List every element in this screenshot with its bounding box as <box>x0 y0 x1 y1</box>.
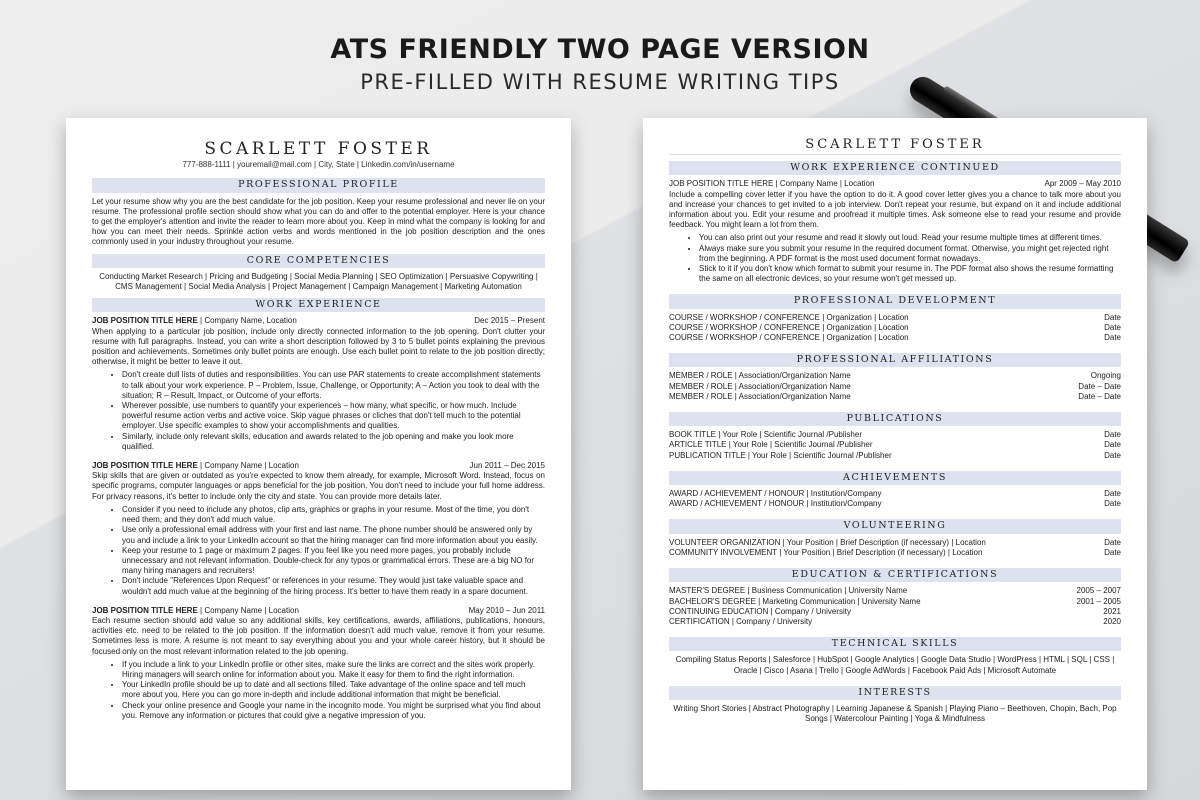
job-bullets <box>122 370 545 452</box>
job-header <box>92 316 545 326</box>
list-item <box>669 451 1121 461</box>
list-item: • Always make sure you submit your resume in the required document format. Otherwise, you might get rejected right from the beginning. A PDF format is the most used document format nowadays. <box>699 244 1121 264</box>
list-item <box>669 371 1121 381</box>
entry-date: 2005 – 2007 <box>1076 586 1121 596</box>
list-item: • If you include a link to your LinkedIn profile or other sites, make sure the links are correct and the sites work properly. Hiring managers will search online for information about you. Make it easy for them to find the right information. <box>122 660 545 680</box>
list-item: • Check your online presence and Google your name in the incognito mode. You might be surprised what you find about you. Remove any information or pictures that could give a negative impression of you. <box>122 701 545 721</box>
entry-text: MEMBER / ROLE | Association/Organization Name <box>669 371 851 381</box>
skills-line: Compiling Status Reports | Salesforce | HubSpot | Google Analytics | Google Data Studio | WordPress | HTML | SQL | CSS | <box>675 655 1115 665</box>
entry-date: Date <box>1104 333 1121 343</box>
job-bullets <box>122 505 545 597</box>
list-item: • Keep your resume to 1 page or maximum 2 pages. If you feel like you need more pages, you probably include unnecessary and not relevant information. Double-check for any typos or grammatical errors. These are a big NO for many hiring managers and recruiters! <box>122 546 545 577</box>
list-item <box>669 382 1121 392</box>
entry-text: CERTIFICATION | Company / University <box>669 616 813 626</box>
job-entry <box>92 461 545 597</box>
job-title: JOB POSITION TITLE HERE <box>92 316 198 326</box>
job-dates: Apr 2009 – May 2010 <box>1044 179 1121 189</box>
list-item <box>669 499 1121 509</box>
publications-list <box>669 430 1121 461</box>
job-title-line <box>669 179 874 189</box>
entry-text: BACHELOR'S DEGREE | Marketing Communication | University Name <box>669 596 921 606</box>
entry-text: MEMBER / ROLE | Association/Organization Name <box>669 391 851 401</box>
resume-page-2 <box>643 118 1147 790</box>
entry-date: Date <box>1104 489 1121 499</box>
job-title: JOB POSITION TITLE HERE <box>92 461 198 471</box>
entry-date: Date <box>1104 430 1121 440</box>
section-heading-volunteering: VOLUNTEERING <box>669 519 1121 533</box>
job-company: | Company Name | Location <box>197 605 299 615</box>
section-heading-publications: PUBLICATIONS <box>669 412 1121 426</box>
achievements-list <box>669 489 1121 509</box>
list-item <box>669 323 1121 333</box>
entry-text: MASTER'S DEGREE | Business Communication | University Name <box>669 586 908 596</box>
job-company: | Company Name | Location <box>773 179 875 189</box>
entry-text: BOOK TITLE | Your Role | Scientific Journal /Publisher <box>669 430 862 440</box>
development-list <box>669 313 1121 344</box>
entry-text: MEMBER / ROLE | Association/Organization Name <box>669 381 851 391</box>
list-item <box>669 489 1121 499</box>
entry-date: Date <box>1104 450 1121 460</box>
job-bullets <box>122 660 545 721</box>
list-item <box>669 440 1121 450</box>
list-item <box>669 597 1121 607</box>
job-dates: Dec 2015 – Present <box>474 316 545 326</box>
job-description: When applying to a particular job position, include only directly connected information to the job opening. Don't clutter your resume with full paragraphs. Instead, you can write a short description followed by 3 to 5 bullet points explaining the previous position and achievements. Sometimes only bullet points are enough. Use each bullet point to relate to the job position directly; otherwise, it might be better to leave it out. <box>92 326 545 367</box>
resume-page-1 <box>66 118 571 790</box>
section-heading-education: EDUCATION & CERTIFICATIONS <box>669 568 1121 582</box>
profile-text: Let your resume show why you are the best candidate for the job position. Keep your resume professional and never lie on your resume. The professional profile section should show what you can do and offer to the potential employer. Here is your chance to get the employer's attention and invite the reader to learn more about you. Keep in mind what the company is looking for and how you can meet their needs. Sprinkle action verbs and words mentioned in the job position description and the ones commonly used in your industry throughout your resume. <box>92 196 545 247</box>
section-heading-technical-skills: TECHNICAL SKILLS <box>669 637 1121 651</box>
list-item: • Consider if you need to include any photos, clip arts, graphics or graphs in your resume. Most of the time, you don't need them, and they don't add much value. <box>122 505 545 525</box>
entry-text: COURSE / WORKSHOP / CONFERENCE | Organization | Location <box>669 333 909 343</box>
list-item <box>669 617 1121 627</box>
competencies-line: CMS Management | Social Media Analysis | Project Management | Campaign Management | Marketing Automation <box>115 282 522 292</box>
entry-date: 2021 <box>1103 606 1121 616</box>
list-item <box>669 538 1121 548</box>
entry-text: COMMUNITY INVOLVEMENT | Your Position | Brief Description (if necessary) | Location <box>669 547 983 557</box>
section-heading-interests: INTERESTS <box>669 686 1121 700</box>
job-header <box>92 606 545 616</box>
entry-text: CONTINUING EDUCATION | Company / University <box>669 606 851 616</box>
education-list <box>669 586 1121 627</box>
list-item: • Similarly, include only relevant skills, education and awards related to the job opening and make you look more qualified. <box>122 432 545 452</box>
list-item <box>669 333 1121 343</box>
list-item: • You can also print out your resume and read it slowly out loud. Read your resume multiple times at different times. <box>699 233 1121 243</box>
job-dates: Jun 2011 – Dec 2015 <box>469 461 545 471</box>
entry-text: ARTICLE TITLE | Your Role | Scientific Journal /Publisher <box>669 440 873 450</box>
entry-text: VOLUNTEER ORGANIZATION | Your Position | Brief Description (if necessary) | Location <box>669 537 986 547</box>
entry-text: AWARD / ACHIEVEMENT / HONOUR | Institution/Company <box>669 489 882 499</box>
job-title: JOB POSITION TITLE HERE <box>92 605 198 615</box>
job-description: Skip skills that are given or outdated as you're expected to know them already, for example, Microsoft Word. Instead, focus on specific programs, computer languages or apps beneficial for the job position. You don't need to include your full home address. For privacy reasons, it's better to include only the city and state. You can provide more details later. <box>92 471 545 501</box>
section-heading-development: PROFESSIONAL DEVELOPMENT <box>669 294 1121 308</box>
list-item: • Stick to it if you don't know which format to submit your resume in. The PDF format also shows the resume formatting the same on all electronic devices, so your resume won't get messed up. <box>699 264 1121 284</box>
entry-date: 2001 – 2005 <box>1076 596 1121 606</box>
list-item: • Don't include "References Upon Request" or references in your resume. They would just take valuable space and wouldn't add much value at the beginning of the hiring process. It's better to have them ready in a spare document. <box>122 576 545 596</box>
headline: ATS FRIENDLY TWO PAGE VERSION <box>330 34 870 65</box>
list-item <box>669 392 1121 402</box>
entry-date: Date <box>1104 499 1121 509</box>
list-item: • Your LinkedIn profile should be up to date and all sections filled. Take advantage of the online space and tell much more about you. Here you can go more in-depth and include additional information that might be beneficial. <box>122 680 545 700</box>
list-item <box>669 313 1121 323</box>
candidate-name: SCARLETT FOSTER <box>204 139 433 159</box>
entry-date: Date <box>1104 440 1121 450</box>
section-heading-competencies: CORE COMPETENCIES <box>92 254 545 268</box>
job-company: | Company Name | Location <box>197 461 299 471</box>
job-header <box>669 179 1121 189</box>
section-heading-experience-continued: WORK EXPERIENCE CONTINUED <box>669 161 1121 175</box>
candidate-name: SCARLETT FOSTER <box>669 140 1121 155</box>
section-heading-affiliations: PROFESSIONAL AFFILIATIONS <box>669 353 1121 367</box>
list-item <box>669 548 1121 558</box>
job-dates: May 2010 – Jun 2011 <box>468 605 545 615</box>
section-heading-experience: WORK EXPERIENCE <box>92 298 545 312</box>
job-title-line <box>92 461 299 471</box>
job-title: JOB POSITION TITLE HERE <box>669 179 774 189</box>
list-item <box>669 607 1121 617</box>
job-entry <box>92 606 545 721</box>
job-entry <box>92 316 545 452</box>
interests-line: Writing Short Stories | Abstract Photography | Learning Japanese & Spanish | Playing Piano – Beethoven, Chopin, Bach, Pop <box>673 703 1117 713</box>
entry-text: COURSE / WORKSHOP / CONFERENCE | Organization | Location <box>669 322 909 332</box>
section-heading-profile: PROFESSIONAL PROFILE <box>92 178 545 192</box>
entry-date: Date – Date <box>1078 381 1121 391</box>
entry-date: Date <box>1104 537 1121 547</box>
entry-text: COURSE / WORKSHOP / CONFERENCE | Organization | Location <box>669 312 909 322</box>
entry-date: Date <box>1104 547 1121 557</box>
job-bullets <box>699 233 1121 284</box>
entry-date: Date <box>1104 322 1121 332</box>
entry-text: PUBLICATION TITLE | Your Role | Scientific Journal /Publisher <box>669 450 892 460</box>
entry-date: Date – Date <box>1078 391 1121 401</box>
list-item: • Wherever possible, use numbers to quantify your experiences – how many, what specific, or how much. Include powerful resume action verbs and active voice. Skip vague phrases or cliches that don't tell much to the potential employer. Use specific examples to show your accomplishments and qualities. <box>122 401 545 432</box>
job-description: Each resume section should add value so any additional skills, key certifications, awards, affiliations, publications, honours, activities etc. need to be related to the job position. If the information doesn't add much value, remove it from your resume. Sometimes less is more. A resume is not meant to say everything about you and your whole career history, but it should be focused only on the most relevant information related to the job opening. <box>92 615 545 656</box>
job-description: Include a compelling cover letter if you have the option to do it. A good cover letter gives you a chance to talk more about you and increase your chances to get invited to a job interview. Don't repeat your resume, but expand on it and include additional information about you. Edit your resume and proofread it multiple times. Ask someone else to read your resume and provide feedback. You might learn a lot from them. <box>669 189 1121 230</box>
entry-date: Ongoing <box>1090 371 1121 381</box>
job-company: | Company Name, Location <box>197 316 297 326</box>
job-header <box>92 461 545 471</box>
entry-date: Date <box>1104 312 1121 322</box>
interests-line: Songs | Watercolour Painting | Yoga & Mindfulness <box>805 714 985 724</box>
job-title-line <box>92 316 297 326</box>
list-item: • Don't create dull lists of duties and responsibilities. You can use PAR statements to create accomplishment statements to talk about your work experience. P – Problem, Issue, Challenge, or Opportunity; A – Action you took to deal with the situation; R – Result, Impact, or Outcome of your efforts. <box>122 370 545 401</box>
competencies-line: Conducting Market Research | Pricing and Budgeting | Social Media Planning | SEO Optimization | Persuasive Copywriting | <box>99 271 538 281</box>
job-title-line <box>92 606 299 616</box>
skills-line: Oracle | Cisco | Asana | Trello | Google AdWords | Facebook Paid Ads | Microsoft Automate <box>733 665 1057 675</box>
contact-line: 777-888-1111 | youremail@mail.com | City, State | Linkedin.com/in/username <box>182 160 455 170</box>
list-item <box>669 586 1121 596</box>
list-item <box>669 430 1121 440</box>
section-heading-achievements: ACHIEVEMENTS <box>669 471 1121 485</box>
entry-date: 2020 <box>1103 616 1121 626</box>
list-item: • Use only a professional email address with your first and last name. The phone number should be answered only by you and include a link to your LinkedIn account so that the hiring manager can find more information about you easily. <box>122 525 545 545</box>
affiliations-list <box>669 371 1121 402</box>
subheadline: PRE-FILLED WITH RESUME WRITING TIPS <box>360 70 840 94</box>
entry-text: AWARD / ACHIEVEMENT / HONOUR | Institution/Company <box>669 499 882 509</box>
volunteering-list <box>669 538 1121 558</box>
